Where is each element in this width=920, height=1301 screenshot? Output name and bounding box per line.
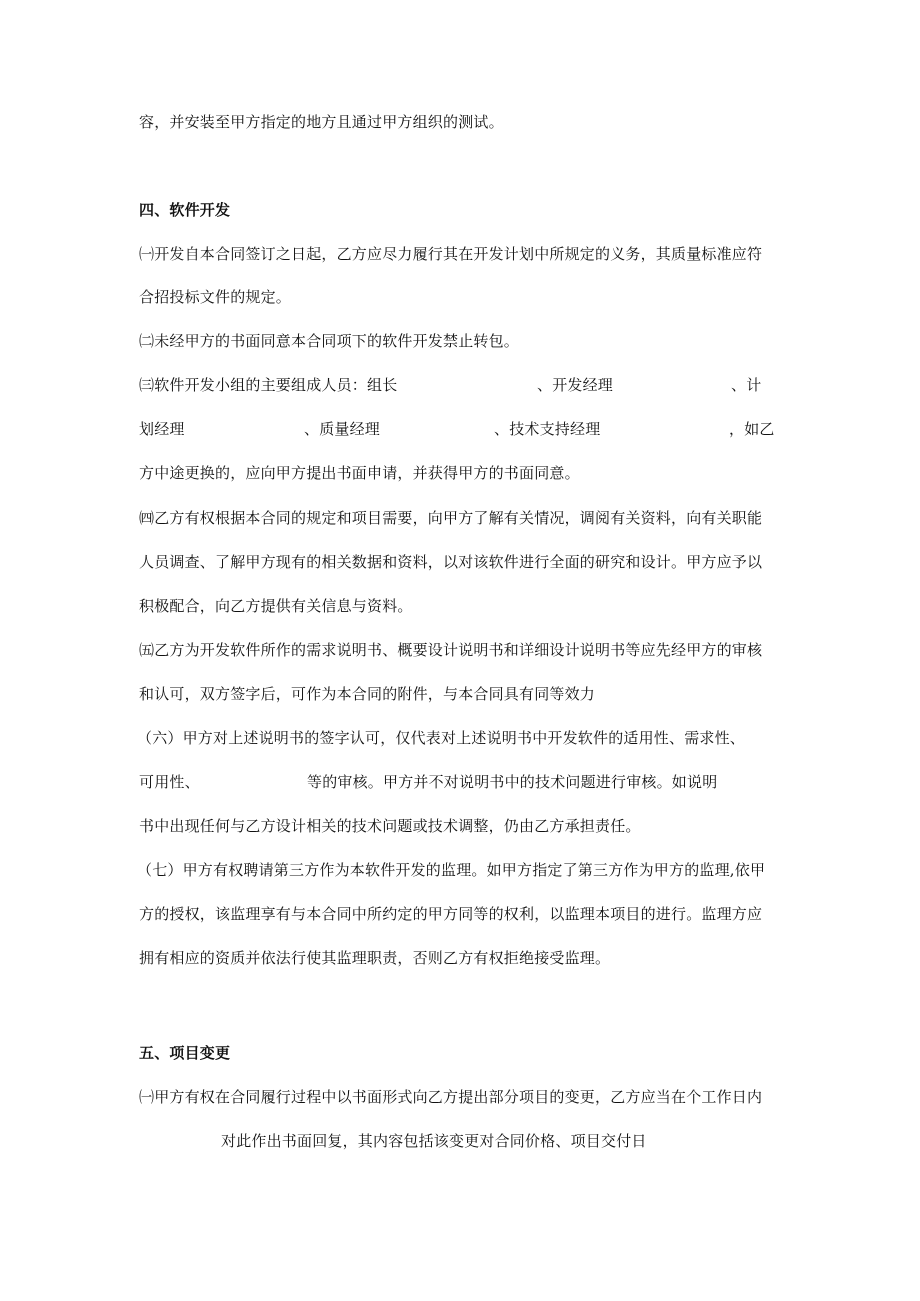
section-4-item-4-line-1: ㈣乙方有权根据本合同的规定和项目需要，向甲方了解有关情况，调阅有关资料，向有关职能 — [139, 509, 763, 527]
dev-manager-label: 、开发经理 — [537, 376, 614, 394]
section-4-heading: 四、软件开发 — [139, 201, 231, 219]
section-4-item-2: ㈡未经甲方的书面同意本合同项下的软件开发禁止转包。 — [139, 332, 520, 350]
section-4-item-7-line-2: 方的授权，该监理享有与本合同中所约定的甲方同等的权利，以监理本项目的进行。监理方应 — [139, 905, 763, 923]
section-4-item-6-line-1: （六）甲方对上述说明书的签字认可，仅代表对上述说明书中开发软件的适用性、需求性、 — [137, 729, 746, 747]
section-4-item-1-line-1: ㈠开发自本合同签订之日起，乙方应尽力履行其在开发计划中所规定的义务，其质量标准应符 — [139, 245, 763, 263]
section-4-item-7-line-1: （七）甲方有权聘请第三方作为本软件开发的监理。如甲方指定了第三方作为甲方的监理,依甲 — [137, 861, 766, 879]
plan-manager-label-start: 、计 — [731, 376, 762, 394]
section-4-item-3-line-1 — [139, 375, 779, 395]
intro-line: 容，并安装至甲方指定的地方且通过甲方组织的测试。 — [139, 113, 504, 131]
section-4-item-4-line-3: 积极配合，向乙方提供有关信息与资料。 — [139, 597, 413, 615]
section-4-item-7-line-3: 拥有相应的资质并依法行使其监理职责，否则乙方有权拒绝接受监理。 — [139, 949, 611, 967]
section-4-item-5-line-2: 和认可，双方签字后，可作为本合同的附件，与本合同具有同等效力 — [139, 685, 596, 703]
usability-label: 可用性、 — [139, 773, 200, 791]
section-4-item-4-line-2: 人员调查、了解甲方现有的相关数据和资料，以对该软件进行全面的研究和设计。甲方应予以 — [139, 553, 763, 571]
quality-manager-label: 、质量经理 — [304, 420, 381, 438]
section-4-item-1-line-2: 合招投标文件的规定。 — [139, 288, 292, 306]
section-4-item-5-line-1: ㈤乙方为开发软件所作的需求说明书、概要设计说明书和详细设计说明书等应先经甲方的审核 — [139, 641, 763, 659]
section-5-item-1-line-1: ㈠甲方有权在合同履行过程中以书面形式向乙方提出部分项目的变更，乙方应当在个工作日内 — [139, 1088, 763, 1106]
tech-support-manager-label: 、技术支持经理 — [494, 420, 601, 438]
section-5-item-1-line-2: 对此作出书面回复，其内容包括该变更对合同价格、项目交付日 — [221, 1132, 647, 1150]
replacement-clause-start: ，如乙 — [729, 420, 775, 438]
section-4-item-3-line-2 — [139, 419, 779, 439]
section-4-item-6-line-3: 书中出现任何与乙方设计相关的技术问题或技术调整，仍由乙方承担责任。 — [139, 817, 641, 835]
section-5-heading: 五、项目变更 — [139, 1044, 231, 1062]
section-4-item-3-line-3: 方中途更换的，应向甲方提出书面申请，并获得甲方的书面同意。 — [139, 464, 580, 482]
team-leader-label: ㈢软件开发小组的主要组成人员：组长 — [139, 376, 398, 394]
section-4-item-6-line-2 — [139, 772, 779, 792]
review-clause: 等的审核。甲方并不对说明书中的技术问题进行审核。如说明 — [307, 773, 718, 791]
plan-manager-label-end: 划经理 — [139, 420, 185, 438]
